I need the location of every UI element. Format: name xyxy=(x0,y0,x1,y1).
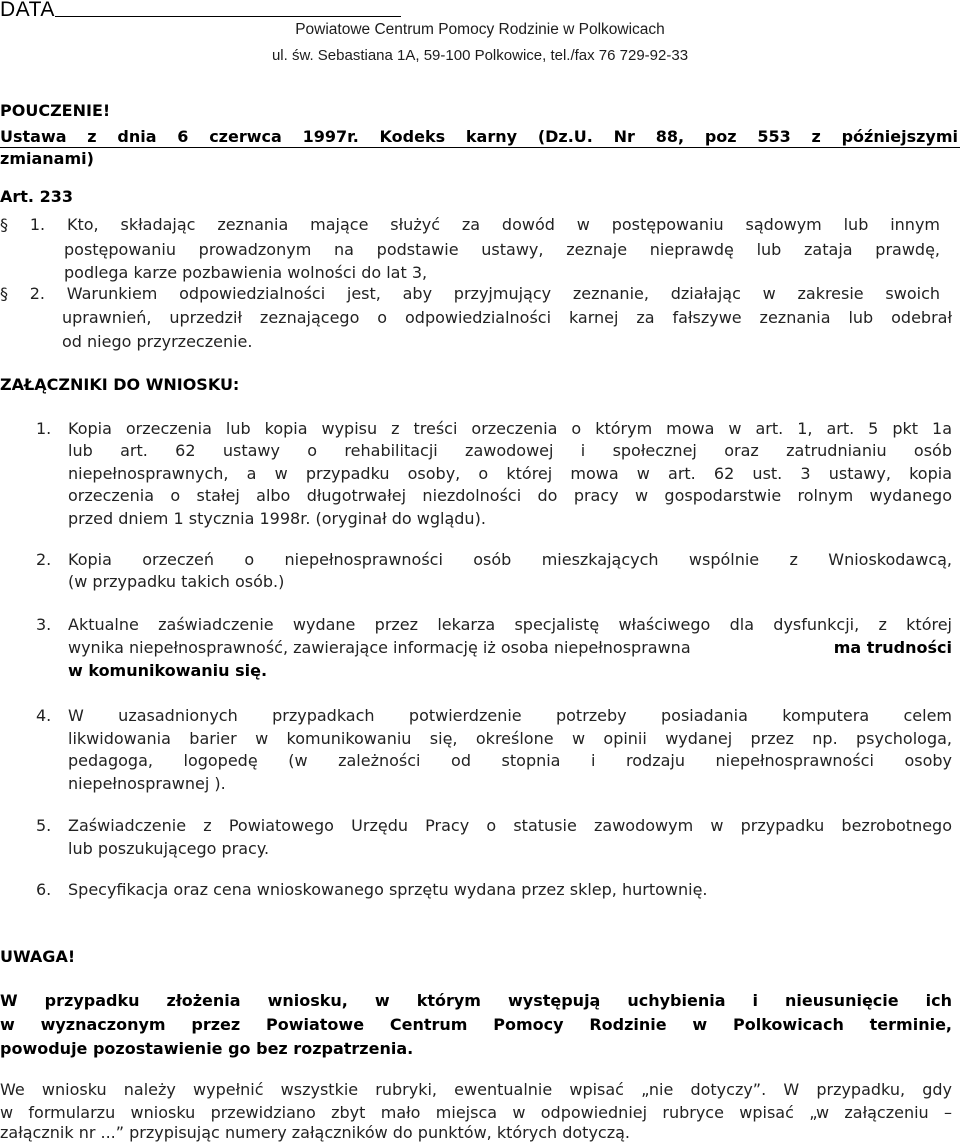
warning-heading: POUCZENIE! xyxy=(0,101,111,120)
item-2-line-1: Kopia orzeczeń o niepełnosprawności osób mieszkających wspólnie z Wnioskodawcą, xyxy=(68,550,952,569)
item-5-line-1: Zaświadczenie z Powiatowego Urzędu Pracy o statusie zawodowym w przypadku bezrobotnego xyxy=(68,816,952,835)
notice-info-line-2: w formularzu wniosku przewidziano zbyt mało miejsca w odpowiedniej rubryce wpisać „w załączeniu – xyxy=(0,1103,952,1122)
notice-bold-line-1: W przypadku złożenia wniosku, w którym występują uchybienia i nieusunięcie ich xyxy=(0,991,952,1010)
item-3-line-3: w komunikowaniu się. xyxy=(68,661,268,680)
item-3-line-1: Aktualne zaświadczenie wydane przez lekarza specjalistę właściwego dla dysfunkcji, z której xyxy=(68,615,952,634)
item-6-line-1: Specyfikacja oraz cena wnioskowanego sprzętu wydana przez sklep, hurtownię. xyxy=(68,880,708,899)
paragraph-2-line-1: § 2. Warunkiem odpowiedzialności jest, aby przyjmujący zeznanie, działając w zakresie swoich xyxy=(0,284,940,303)
item-1-line-1: Kopia orzeczenia lub kopia wypisu z treści orzeczenia o którym mowa w art. 1, art. 5 pkt 1a xyxy=(68,419,952,438)
act-line-1: Ustawa z dnia 6 czerwca 1997r. Kodeks karny (Dz.U. Nr 88, poz 553 z późniejszymi xyxy=(0,127,958,146)
item-2-number: 2. xyxy=(36,550,52,569)
item-1-line-3: niepełnosprawnych, a w przypadku osoby, o której mowa w art. 62 ust. 3 ustawy, kopia xyxy=(68,464,952,483)
paragraph-1-line-2: postępowaniu prowadzonym na podstawie ustawy, zeznaje nieprawdę lub zataja prawdę, xyxy=(64,240,940,259)
item-3-line-2: wynika niepełnosprawność, zawierające informację iż osoba niepełnosprawna xyxy=(68,638,691,657)
item-1-line-4: orzeczenia o stałej albo długotrwałej niezdolności do pracy w gospodarstwie rolnym wydanego xyxy=(68,486,952,505)
institution-address: ul. św. Sebastiana 1A, 59-100 Polkowice, tel./fax 76 729-92-33 xyxy=(271,47,689,64)
item-1-line-5: przed dniem 1 stycznia 1998r. (oryginał do wglądu). xyxy=(68,509,486,528)
item-5-number: 5. xyxy=(36,816,52,835)
paragraph-2-line-2: uprawnień, uprzedził zeznającego o odpowiedzialności karnej za fałszywe zeznania lub odebrał xyxy=(62,308,952,327)
item-6-number: 6. xyxy=(36,880,52,899)
item-3-number: 3. xyxy=(36,615,52,634)
item-4-line-2: likwidowania barier w komunikowaniu się, określone w opinii wydanej przez np. psychologa, xyxy=(68,729,952,748)
item-4-line-1: W uzasadnionych przypadkach potwierdzenie potrzeby posiadania komputera celem xyxy=(68,706,952,725)
notice-info-line-1: We wniosku należy wypełnić wszystkie rubryki, ewentualnie wpisać „nie dotyczy”. W przypadku, gdy xyxy=(0,1080,952,1099)
item-4-line-3: pedagoga, logopedę (w zależności od stopnia i rodzaju niepełnosprawności osoby xyxy=(68,751,952,770)
item-1-number: 1. xyxy=(36,419,52,438)
item-4-line-4: niepełnosprawnej ). xyxy=(68,774,226,793)
paragraph-1-line-1: § 1. Kto, składając zeznania mające służyć za dowód w postępowaniu sądowym lub innym xyxy=(0,215,940,234)
item-4-number: 4. xyxy=(36,706,52,725)
item-5-line-2: lub poszukującego pracy. xyxy=(68,839,270,858)
notice-heading: UWAGA! xyxy=(0,947,76,966)
item-3-bold-tail: ma trudności xyxy=(833,638,952,657)
notice-info-line-3: załącznik nr ...” przypisując numery załączników do punktów, których dotyczą. xyxy=(0,1123,630,1142)
item-1-line-2: lub art. 62 ustawy o rehabilitacji zawodowej i społecznej oraz zatrudnianiu osób xyxy=(68,441,952,460)
date-line xyxy=(55,16,401,17)
notice-bold-line-2: w wyznaczonym przez Powiatowe Centrum Pomocy Rodzinie w Polkowicach terminie, xyxy=(0,1015,952,1034)
paragraph-2-line-3: od niego przyrzeczenie. xyxy=(62,332,253,351)
act-line-2: zmianami) xyxy=(0,149,94,168)
attachments-heading: ZAŁĄCZNIKI DO WNIOSKU: xyxy=(0,375,240,394)
item-2-line-2: (w przypadku takich osób.) xyxy=(68,572,285,591)
top-rule xyxy=(0,147,960,148)
item-3-line-2-row xyxy=(68,637,952,659)
institution-name: Powiatowe Centrum Pomocy Rodzinie w Polkowicach xyxy=(295,21,665,38)
article-number: Art. 233 xyxy=(0,187,73,206)
date-label: DATA xyxy=(0,0,55,21)
paragraph-1-line-3: podlega karze pozbawienia wolności do lat 3, xyxy=(64,263,428,282)
notice-bold-line-3: powoduje pozostawienie go bez rozpatrzenia. xyxy=(0,1039,414,1058)
